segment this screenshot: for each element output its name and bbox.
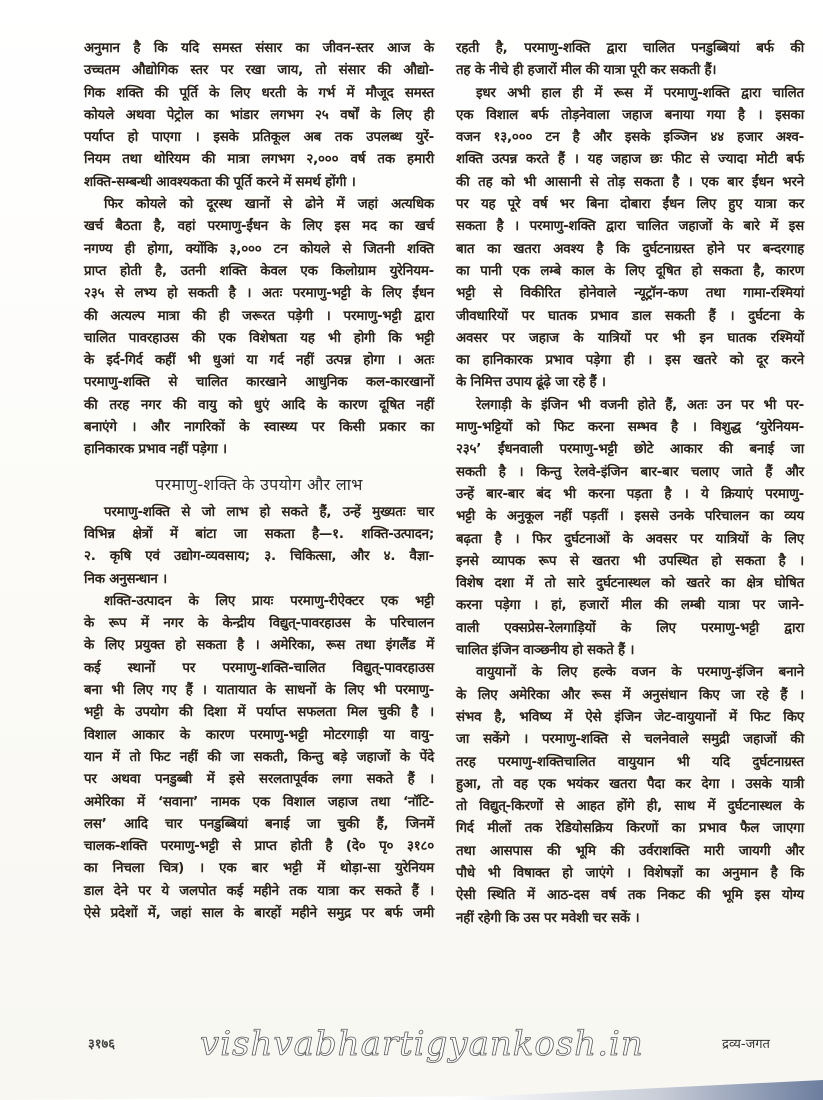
text-line: की तह को भी आसानी से तोड़ सकता है । एक बार ईंधन भरने [456, 174, 804, 190]
text-line: वाली एक्सप्रेस-रेलगाड़ियों के लिए परमाणु-भट्टी द्वारा [456, 620, 804, 636]
paragraph [456, 38, 804, 83]
section-heading: परमाणु-शक्ति के उपयोग और लाभ [155, 474, 363, 494]
text-line: पर अथवा पनडुब्बी में इसे सरलतापूर्वक लगा सकते हैं । [84, 772, 434, 788]
text-line: बना भी लिए गए हैं । यातायात के साधनों के लिए भी परमाणु- [84, 683, 434, 699]
text-line: तो विद्युत्-किरणों से आहत होंगे ही, साथ में दुर्घटनास्थल के [456, 799, 804, 815]
text-line: शक्ति-सम्बन्धी आवश्यकता की पूर्ति करने में समर्थ होंगी । [84, 174, 356, 190]
text-line: २. कृषि एवं उद्योग-व्यवसाय; ३. चिकित्सा, और ४. वैज्ञा- [84, 549, 434, 565]
left-column [84, 38, 434, 925]
text-line: नगण्य ही होगा, क्योंकि ३,००० टन कोयले से जितनी शक्ति [84, 241, 434, 257]
text-line: हुआ, तो वह एक भयंकर खतरा पैदा कर देगा । उसके यात्री [456, 776, 804, 792]
text-line: के लिए अमेरिका और रूस में अनुसंधान किए जा रहे हैं । [456, 687, 804, 703]
paragraph [84, 38, 434, 194]
text-line: नियम तथा थोरियम की मात्रा लगभग २,००० वर्ष तक हमारी [84, 152, 434, 168]
paragraph [84, 502, 434, 591]
paragraph [84, 194, 434, 462]
text-line: तह के नीचे ही हजारों मील की यात्रा पूरी कर सकती हैं। [456, 63, 717, 79]
text-line: गिर्द मीलों तक रेडियोसक्रिय किरणों का प्रभाव फैल जाएगा [456, 821, 804, 837]
paragraph [456, 395, 804, 663]
text-line: गिक शक्ति की पूर्ति के लिए धरती के गर्भ में मौजूद समस्त [84, 85, 434, 101]
text-line: भट्टी से विकीरित होनेवाले न्यूट्रॉन-कण तथा गामा-रश्मियां [456, 286, 804, 302]
text-line: चालक-शक्ति परमाणु-भट्टी से प्राप्त होती है (दे० पृ० ३१८० [84, 839, 434, 855]
paragraph [84, 591, 434, 925]
text-line: का पानी एक लम्बे काल के लिए दूषित हो सकता है, कारण [456, 263, 804, 279]
text-line: की अत्यल्प मात्रा की ही जरूरत पड़ेगी । परमाणु-भट्टी द्वारा [84, 308, 434, 324]
text-line: रहती है, परमाणु-शक्ति द्वारा चालित पनडुब्बियां बर्फ की [456, 41, 804, 56]
text-line: शक्ति उत्पन्न करते हैं । यह जहाज छः फीट से ज्यादा मोटी बर्फ [456, 152, 804, 168]
text-line: कोयले अथवा पेट्रोल का भांडार लगभग २५ वर्षों के लिए ही [84, 107, 434, 123]
text-line: उन्हें बार-बार बंद भी करना पड़ता है । ये क्रियाएं परमाणु- [456, 486, 804, 502]
text-line: बढ़ता है । फिर दुर्घटनाओं के अवसर पर यात्रियों के लिए [456, 531, 804, 547]
text-line: वायुयानों के लिए हल्के वजन के परमाणु-इंजिन बनाने [476, 665, 804, 681]
text-line: कई स्थानों पर परमाणु-शक्ति-चालित विद्युत्-पावरहाउस [84, 660, 434, 676]
text-line: भट्टी के अनुकूल नहीं पड़तीं । इससे उनके परिचालन का व्यय [456, 509, 804, 525]
text-line: पर्याप्त हो पाएगा । इसके प्रतिकूल अब तक उपलब्ध युरें- [84, 130, 434, 146]
text-line: ऐसे प्रदेशों में, जहां साल के बारहों महीने समुद्र पर बर्फ जमी [84, 905, 434, 921]
text-line: निक अनुसन्धान । [84, 571, 167, 587]
text-line: अवसर पर जहाज के यात्रियों पर भी इन घातक रश्मियों [456, 330, 804, 346]
text-line: लस’ आदि चार पनडुब्बियां बनाई जा चुकी हैं, जिनमें [84, 816, 434, 832]
text-line: विभिन्न क्षेत्रों में बांटा जा सकता है—१. शक्ति-उत्पादन; [84, 526, 434, 542]
text-line: बात का खतरा अवश्य है कि दुर्घटनाग्रस्त होने पर बन्दरगाह [456, 241, 804, 257]
text-line: भट्टी के उपयोग की दिशा में पर्याप्त सफलता मिल चुकी है । [84, 705, 434, 721]
text-line: चालित इंजिन वाञ्छनीय हो सकते हैं । [456, 643, 635, 659]
text-line: बनाएंगे । और नागरिकों के स्वास्थ्य पर किसी प्रकार का [84, 420, 434, 436]
text-line: तथा आसपास की भूमि की उर्वराशक्ति मारी जायगी और [456, 843, 804, 859]
text-line: के लिए प्रयुक्त हो सकता है । अमेरिका, रूस तथा इंगलैंड में [84, 638, 434, 654]
text-line: उच्चतम औद्योगिक स्तर पर रखा जाय, तो संसार की औद्यो- [84, 63, 434, 79]
text-line: परमाणु-शक्ति से जो लाभ हो सकते हैं, उन्हें मुख्यतः चार [104, 504, 434, 520]
text-line: चालित पावरहाउस की एक विशेषता यह भी होगी कि भट्टी [84, 330, 434, 346]
text-line: करना पड़ेगा । हां, हजारों मील की लम्बी यात्रा पर जाने- [456, 598, 804, 614]
text-line: फिर कोयले को दूरस्थ खानों से ढोने में जहां अत्यधिक [104, 197, 434, 213]
text-line: तरह परमाणु-शक्तिचालित वायुयान भी यदि दुर्घटनाग्रस्त [456, 754, 804, 770]
paragraph [456, 662, 804, 930]
paragraph [456, 83, 804, 395]
text-line: का निचला चित्र) । एक बार भट्टी में थोड़ा-सा युरेनियम [84, 861, 434, 877]
text-line: यान में तो फिट नहीं की जा सकती, किन्तु बड़े जहाजों के पेंदे [84, 749, 434, 765]
text-line: ऐसी स्थिति में आठ-दस वर्ष तक निकट की भूमि इस योग्य [456, 888, 804, 904]
text-line: सकती है । किन्तु रेलवे-इंजिन बार-बार चलाए जाते हैं और [456, 464, 804, 480]
page-edge-shadow [0, 1080, 823, 1100]
text-line: संभव है, भविष्य में ऐसे इंजिन जेट-वायुयानों में फिट किए [456, 709, 804, 725]
text-line: इधर अभी हाल ही में रूस में परमाणु-शक्ति द्वारा चालित [476, 85, 804, 101]
text-line: प्राप्त होती है, उतनी शक्ति केवल एक किलोग्राम युरेनियम- [84, 263, 434, 279]
text-line: जीवधारियों पर घातक प्रभाव डाल सकती हैं । दुर्घटना के [456, 308, 804, 324]
text-line: पर यह पूरे वर्ष भर बिना दोबारा ईंधन लिए हुए यात्रा कर [456, 197, 804, 213]
text-line: इनसे व्यापक रूप से खतरा भी उपस्थित हो सकता है । [456, 553, 804, 569]
text-line: २३५ से लभ्य हो सकती है । अतः परमाणु-भट्टी के लिए ईंधन [84, 286, 434, 302]
text-line: परमाणु-शक्ति से चालित कारखाने आधुनिक कल-कारखानों [84, 375, 434, 391]
text-line: विशेष दशा में तो सारे दुर्घटनास्थल को खतरे का क्षेत्र घोषित [456, 576, 804, 592]
text-line: एक विशाल बर्फ तोड़नेवाला जहाज बनाया गया है । इसका [456, 107, 804, 123]
text-line: के निमित्त उपाय ढूंढ़े जा रहे हैं । [456, 375, 606, 391]
text-line: २३५’ ईंधनवाली परमाणु-भट्टी छोटे आकार की बनाई जा [456, 442, 804, 458]
text-line: के रूप में नगर के केन्द्रीय विद्युत्-पावरहाउस के परिचालन [84, 616, 434, 632]
text-line: का हानिकारक प्रभाव पड़ेगा ही । इस खतरे को दूर करने [456, 353, 804, 369]
text-line: विशाल आकार के कारण परमाणु-भट्टी मोटरगाड़ी या वायु- [84, 727, 434, 743]
text-line: जा सकेंगे । परमाणु-शक्ति से चलनेवाले समुद्री जहाजों की [456, 732, 804, 748]
text-line: पौधे भी विषाक्त हो जाएंगे । विशेषज्ञों का अनुमान है कि [456, 865, 804, 881]
text-line: नहीं रहेगी कि उस पर मवेशी चर सकें । [456, 910, 640, 926]
text-line: माणु-भट्टियों को फिट करना सम्भव है । विशुद्ध ‘युरेनियम- [456, 420, 804, 436]
page-number: ३१७६ [88, 1037, 116, 1052]
text-line: की तरह नगर की वायु को धुएं आदि के कारण दूषित नहीं [84, 397, 434, 413]
text-line: शक्ति-उत्पादन के लिए प्रायः परमाणु-रीऐक्टर एक भट्टी [104, 593, 434, 609]
text-line: अनुमान है कि यदि समस्त संसार का जीवन-स्तर आज के [84, 41, 434, 56]
text-line: सकता है । परमाणु-शक्ति द्वारा चालित जहाजों के बारे में इस [456, 219, 804, 235]
text-line: डाल देने पर ये जलपोत कई महीने तक यात्रा कर सकते हैं । [84, 883, 434, 899]
text-line: के इर्द-गिर्द कहीं भी धुआं या गर्द नहीं उत्पन्न होगा । अतः [84, 353, 434, 369]
right-column [456, 38, 804, 930]
text-line: वजन १३,००० टन है और इसके इञ्जिन ४४ हजार अश्व- [456, 130, 804, 146]
text-line: रेलगाड़ी के इंजिन भी वजनी होते हैं, अतः उन पर भी पर- [476, 397, 804, 413]
text-line: खर्च बैठता है, वहां परमाणु-ईंधन के लिए इस मद का खर्च [84, 219, 434, 235]
text-line: अमेरिका में ‘सवाना’ नामक एक विशाल जहाज तथा ‘नॉटि- [84, 794, 434, 810]
text-line: हानिकारक प्रभाव नहीं पड़ेगा । [84, 442, 227, 458]
watermark: vishvabhartigyankosh.in [200, 1024, 644, 1064]
running-title: द्रव्य-जगत [722, 1037, 770, 1052]
